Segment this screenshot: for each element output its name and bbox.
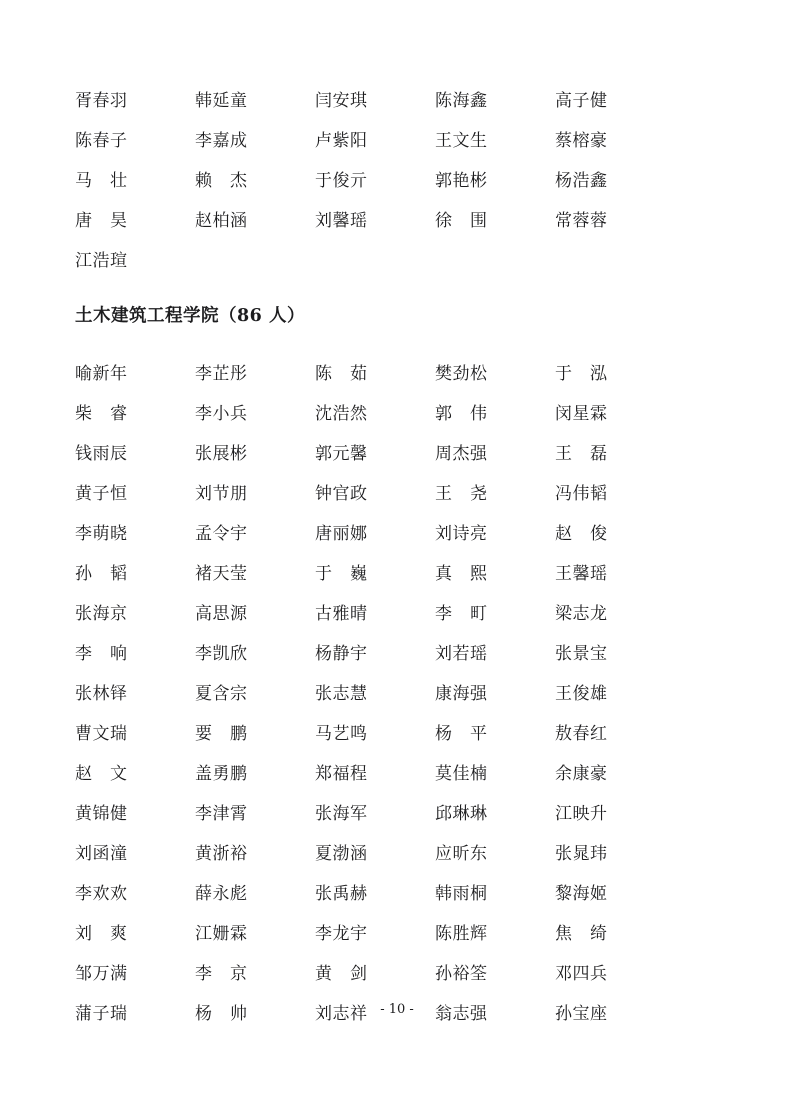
student-name: 李嘉成 (195, 130, 248, 151)
student-name: 黄锦健 (75, 803, 128, 824)
student-name: 刘函潼 (75, 843, 128, 864)
student-name: 于 巍 (315, 563, 368, 584)
student-name: 王 尧 (435, 483, 488, 504)
name-row (75, 911, 794, 951)
student-name: 郭 伟 (435, 403, 488, 424)
student-name: 胥春羽 (75, 90, 128, 111)
student-name: 江映升 (555, 803, 608, 824)
student-name: 唐丽娜 (315, 523, 368, 544)
student-name: 陈海鑫 (435, 90, 488, 111)
student-name: 杨 帅 (195, 1003, 248, 1024)
student-name: 黎海姬 (555, 883, 608, 904)
section-heading-civil-engineering: 土木建筑工程学院（86 人） (75, 306, 305, 327)
student-name: 翁志强 (435, 1003, 488, 1024)
student-name: 于俊亓 (315, 170, 368, 191)
student-name: 杨浩鑫 (555, 170, 608, 191)
student-name: 韩延童 (195, 90, 248, 111)
student-name: 褚天莹 (195, 563, 248, 584)
student-name: 杨静宇 (315, 643, 368, 664)
student-name: 蒲子瑞 (75, 1003, 128, 1024)
student-name: 王 磊 (555, 443, 608, 464)
name-row (75, 118, 794, 158)
student-name: 刘 爽 (75, 923, 128, 944)
student-name: 陈胜辉 (435, 923, 488, 944)
student-name: 王文生 (435, 130, 488, 151)
student-name: 梁志龙 (555, 603, 608, 624)
name-row (75, 391, 794, 431)
student-name: 刘志祥 (315, 1003, 368, 1024)
student-name: 蔡榕豪 (555, 130, 608, 151)
student-name: 邱琳琳 (435, 803, 488, 824)
student-name: 刘若瑶 (435, 643, 488, 664)
student-name: 李 京 (195, 963, 248, 984)
name-row (75, 591, 794, 631)
student-name: 李龙宇 (315, 923, 368, 944)
student-name: 李萌晓 (75, 523, 128, 544)
student-name: 赖 杰 (195, 170, 248, 191)
student-name: 真 熙 (435, 563, 488, 584)
student-name: 邓四兵 (555, 963, 608, 984)
student-name: 钟官政 (315, 483, 368, 504)
student-name: 焦 绮 (555, 923, 608, 944)
name-row (75, 951, 794, 991)
student-name: 康海强 (435, 683, 488, 704)
student-name: 黄浙裕 (195, 843, 248, 864)
student-name: 曹文瑞 (75, 723, 128, 744)
name-row (75, 631, 794, 671)
name-row (75, 871, 794, 911)
student-name: 夏渤涵 (315, 843, 368, 864)
student-name: 张景宝 (555, 643, 608, 664)
student-name: 唐 昊 (75, 210, 128, 231)
name-row (75, 78, 794, 118)
college-name-grid (75, 351, 794, 1031)
continuation-name-grid (75, 78, 794, 278)
name-row (75, 671, 794, 711)
name-row (75, 791, 794, 831)
student-name: 莫佳楠 (435, 763, 488, 784)
student-name: 李 町 (435, 603, 488, 624)
student-name: 李小兵 (195, 403, 248, 424)
student-name: 张展彬 (195, 443, 248, 464)
student-name: 钱雨辰 (75, 443, 128, 464)
student-name: 张海军 (315, 803, 368, 824)
student-name: 陈春子 (75, 130, 128, 151)
student-name: 王馨瑶 (555, 563, 608, 584)
student-name: 高子健 (555, 90, 608, 111)
page-number: - 10 - (380, 1002, 414, 1017)
name-row (75, 471, 794, 511)
name-row (75, 351, 794, 391)
student-name: 樊劲松 (435, 363, 488, 384)
name-row (75, 831, 794, 871)
student-name: 孙 韬 (75, 563, 128, 584)
name-row (75, 511, 794, 551)
student-name: 古雅晴 (315, 603, 368, 624)
student-name: 余康豪 (555, 763, 608, 784)
student-name: 盖勇鹏 (195, 763, 248, 784)
student-name: 刘节朋 (195, 483, 248, 504)
name-row (75, 551, 794, 591)
student-name: 赵柏涵 (195, 210, 248, 231)
student-name: 陈 茹 (315, 363, 368, 384)
student-name: 赵 文 (75, 763, 128, 784)
student-name: 王俊雄 (555, 683, 608, 704)
student-name: 李欢欢 (75, 883, 128, 904)
student-name: 闵星霖 (555, 403, 608, 424)
name-row (75, 431, 794, 471)
student-name: 张晁玮 (555, 843, 608, 864)
student-name: 张志慧 (315, 683, 368, 704)
student-name: 刘诗亮 (435, 523, 488, 544)
student-name: 黄子恒 (75, 483, 128, 504)
student-name: 薛永彪 (195, 883, 248, 904)
student-name: 喻新年 (75, 363, 128, 384)
student-name: 江浩瑄 (75, 250, 128, 271)
student-name: 孙裕筌 (435, 963, 488, 984)
student-name: 郑福程 (315, 763, 368, 784)
student-name: 周杰强 (435, 443, 488, 464)
student-name: 刘馨瑶 (315, 210, 368, 231)
student-name: 应昕东 (435, 843, 488, 864)
student-name: 柴 睿 (75, 403, 128, 424)
student-name: 张海京 (75, 603, 128, 624)
student-name: 要 鹏 (195, 723, 248, 744)
student-name: 李津霄 (195, 803, 248, 824)
student-name: 徐 围 (435, 210, 488, 231)
student-name: 邹万满 (75, 963, 128, 984)
student-name: 马艺鸣 (315, 723, 368, 744)
student-name: 李芷彤 (195, 363, 248, 384)
student-name: 孟令宇 (195, 523, 248, 544)
student-name: 闫安琪 (315, 90, 368, 111)
student-name: 高思源 (195, 603, 248, 624)
student-name: 于 泓 (555, 363, 608, 384)
student-name: 韩雨桐 (435, 883, 488, 904)
student-name: 沈浩然 (315, 403, 368, 424)
name-row (75, 711, 794, 751)
name-row (75, 238, 794, 278)
student-name: 赵 俊 (555, 523, 608, 544)
student-name: 郭元馨 (315, 443, 368, 464)
student-name: 敖春红 (555, 723, 608, 744)
student-name: 张林铎 (75, 683, 128, 704)
name-row (75, 158, 794, 198)
student-name: 马 壮 (75, 170, 128, 191)
student-name: 孙宝座 (555, 1003, 608, 1024)
student-name: 黄 剑 (315, 963, 368, 984)
student-name: 李凯欣 (195, 643, 248, 664)
student-name: 杨 平 (435, 723, 488, 744)
student-name: 冯伟韬 (555, 483, 608, 504)
name-row (75, 198, 794, 238)
student-name: 郭艳彬 (435, 170, 488, 191)
student-name: 李 响 (75, 643, 128, 664)
student-name: 常蓉蓉 (555, 210, 608, 231)
student-name: 夏含宗 (195, 683, 248, 704)
student-name: 卢紫阳 (315, 130, 368, 151)
name-row (75, 751, 794, 791)
student-name: 江姗霖 (195, 923, 248, 944)
student-name: 张禹赫 (315, 883, 368, 904)
